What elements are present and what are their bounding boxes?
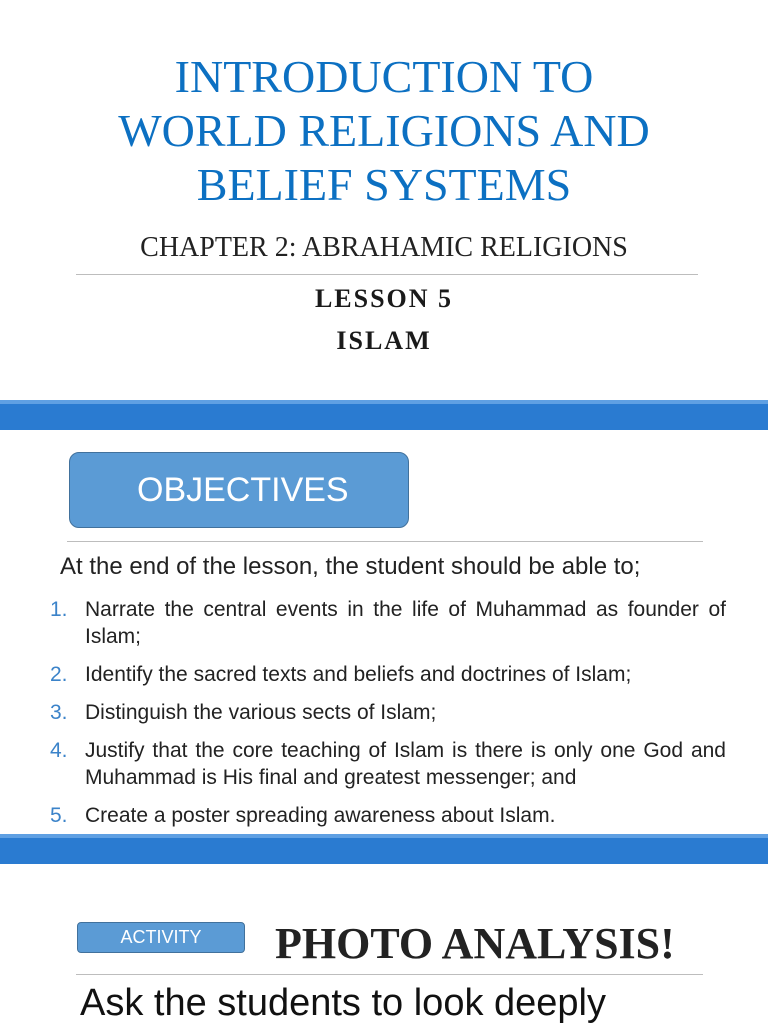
- objective-number: 3.: [50, 701, 68, 724]
- objective-number: 1.: [50, 598, 68, 621]
- activity-divider: [76, 974, 703, 975]
- objective-text: Create a poster spreading awareness about Islam.: [85, 804, 556, 827]
- activity-instruction: Ask the students to look deeply: [80, 982, 606, 1024]
- lesson-label: LESSON 5: [314, 284, 454, 313]
- objective-item: [50, 737, 726, 791]
- objective-text: Justify that the core teaching of Islam is there is only one God and Muhammad is His final and greatest messenger; and: [85, 739, 726, 789]
- objective-item: [50, 699, 726, 726]
- activity-tag: ACTIVITY: [77, 922, 245, 953]
- lesson-topic: ISLAM: [336, 326, 432, 355]
- objective-text: Distinguish the various sects of Islam;: [85, 701, 437, 724]
- objective-text: Identify the sacred texts and beliefs and doctrines of Islam;: [85, 663, 632, 686]
- objectives-list: [50, 596, 726, 840]
- objective-number: 4.: [50, 739, 68, 762]
- title-line-3: BELIEF SYSTEMS: [196, 159, 572, 210]
- section-divider-band: [0, 400, 768, 430]
- objectives-divider: [67, 541, 703, 542]
- objective-item: [50, 802, 726, 829]
- objective-text: Narrate the central events in the life of Muhammad as founder of Islam;: [85, 598, 726, 648]
- objectives-intro: At the end of the lesson, the student should be able to;: [60, 553, 641, 580]
- objective-item: [50, 661, 726, 688]
- title-line-2: WORLD RELIGIONS AND: [118, 105, 650, 156]
- main-title: [0, 50, 768, 212]
- section-divider-band: [0, 834, 768, 864]
- title-line-1: INTRODUCTION TO: [174, 51, 594, 102]
- objective-item: [50, 596, 726, 650]
- objectives-heading: OBJECTIVES: [69, 452, 409, 528]
- objective-number: 5.: [50, 804, 68, 827]
- chapter-divider: [76, 274, 698, 275]
- chapter-subtitle: CHAPTER 2: ABRAHAMIC RELIGIONS: [140, 232, 628, 263]
- activity-title: PHOTO ANALYSIS!: [275, 919, 675, 968]
- objective-number: 2.: [50, 663, 68, 686]
